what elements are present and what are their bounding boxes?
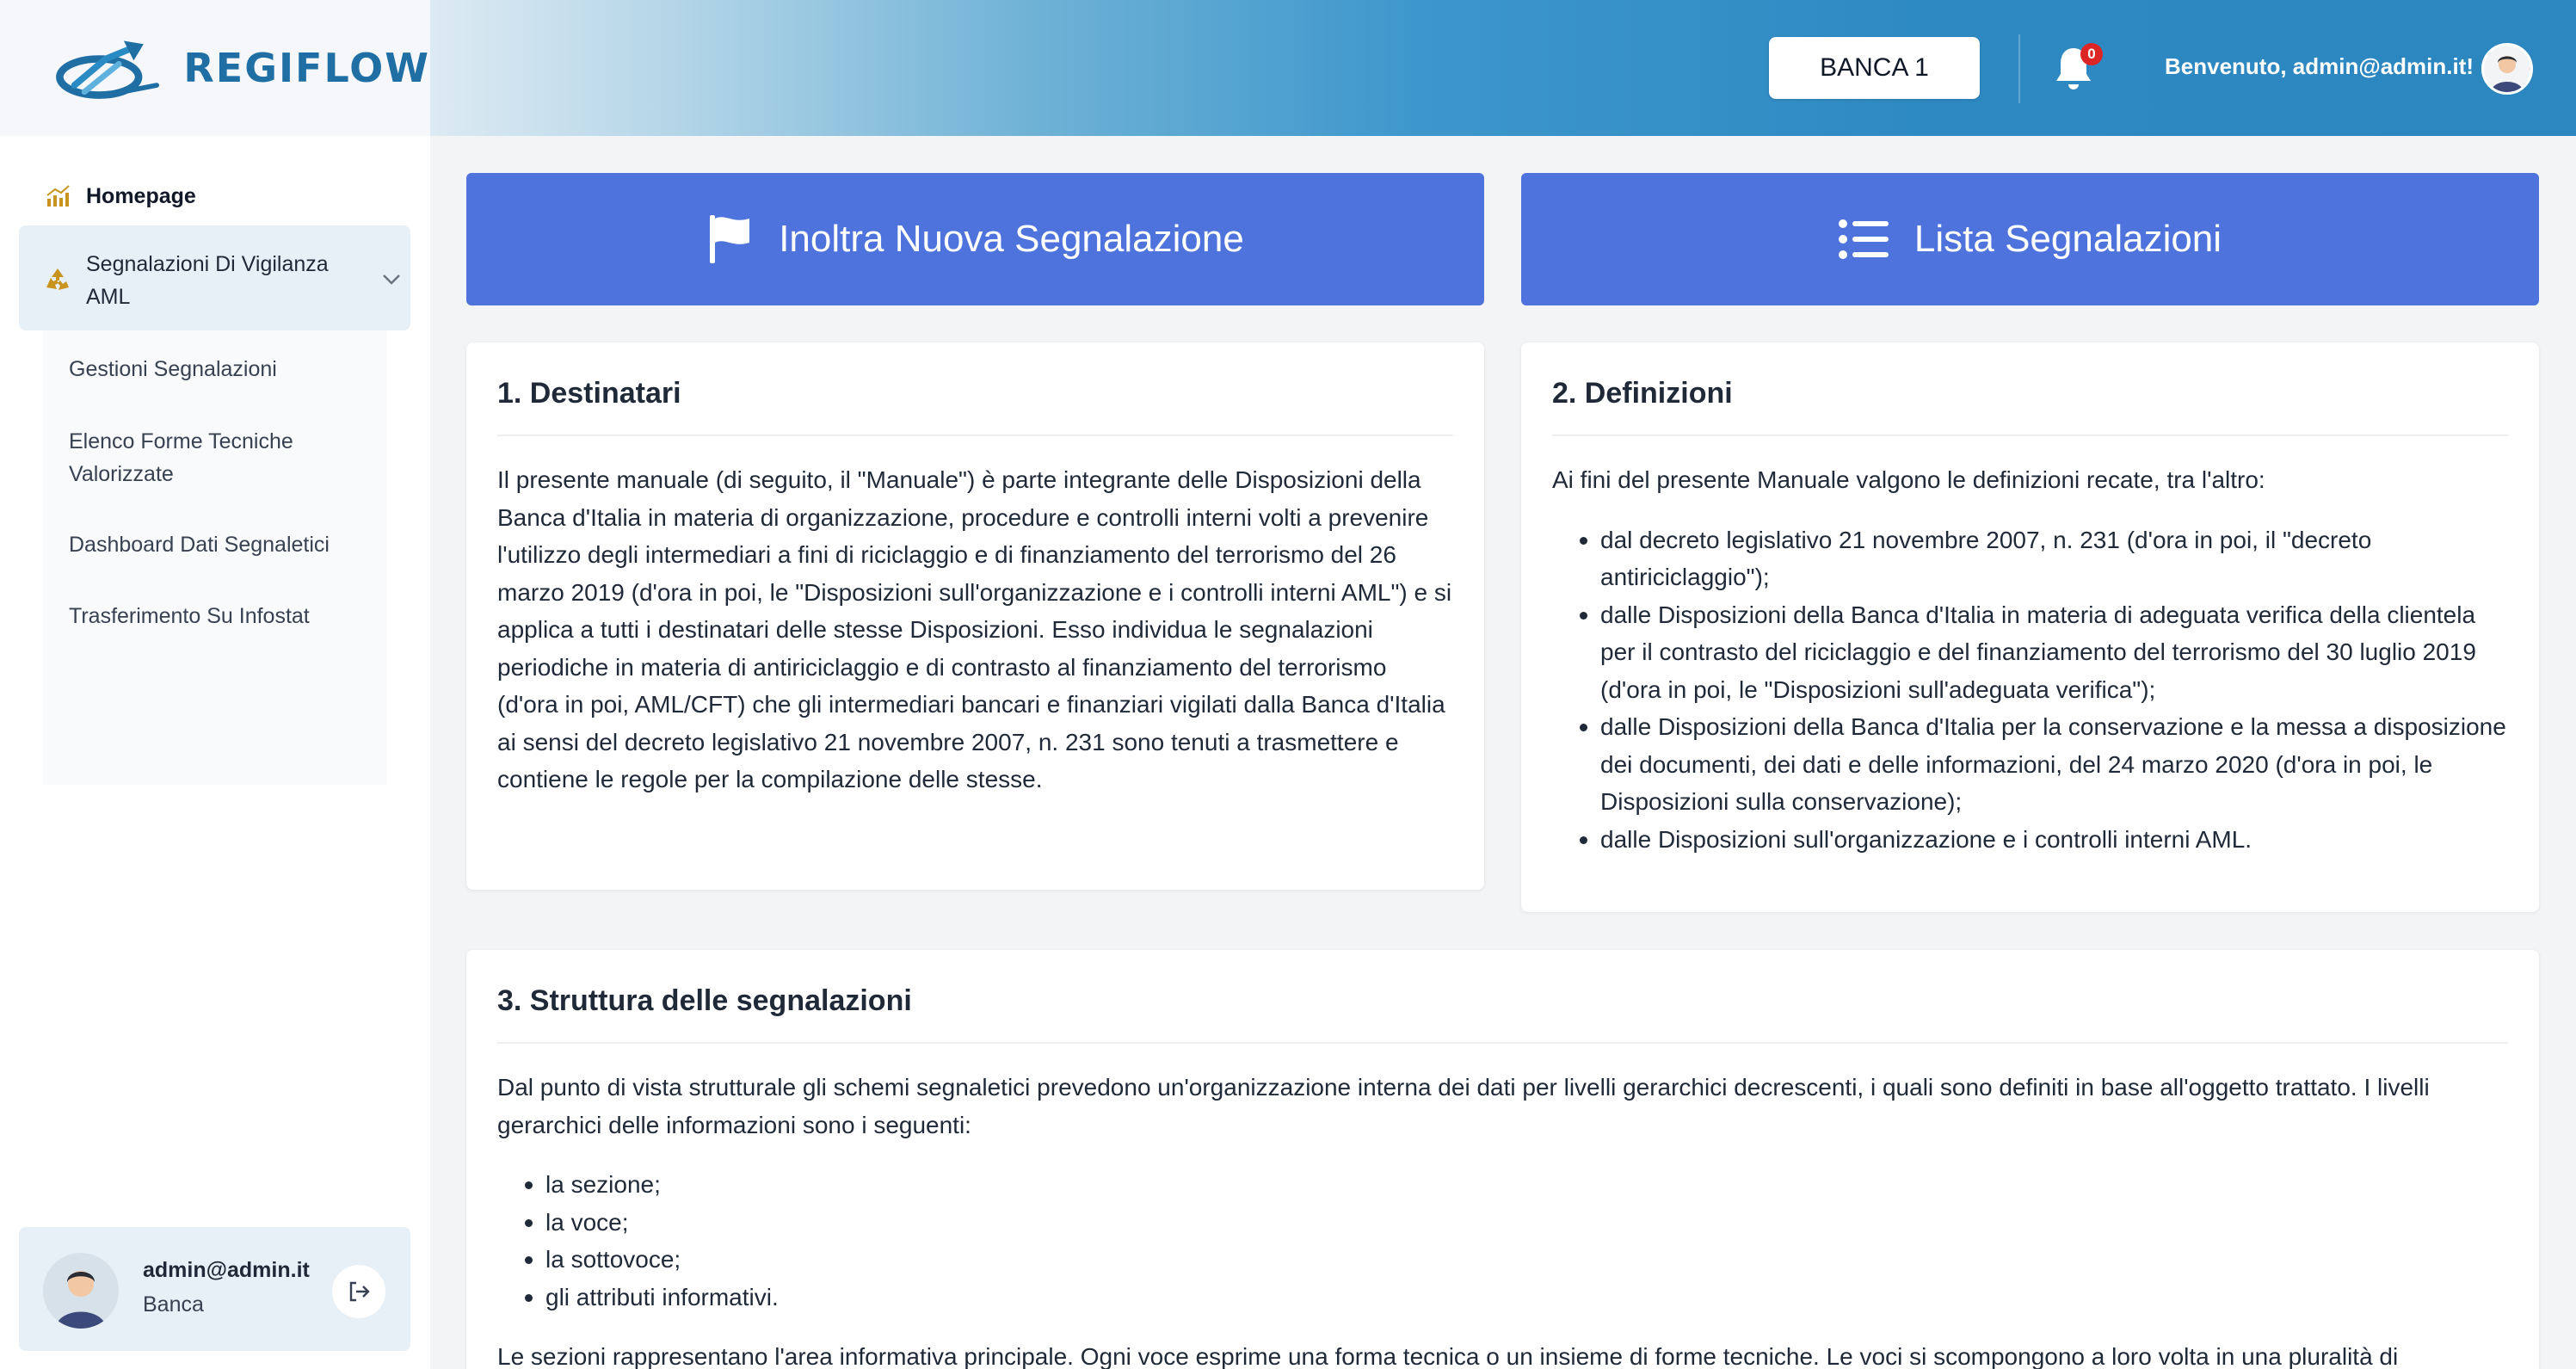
sidebar-submenu <box>43 330 387 785</box>
header-divider <box>2018 34 2020 103</box>
regiflow-logo-icon <box>48 29 171 107</box>
logo[interactable] <box>0 0 430 136</box>
report-list-label: Lista Segnalazioni <box>1914 218 2222 260</box>
sidebar-item-trasferimento-infostat[interactable]: Trasferimento Su Infostat <box>69 604 310 628</box>
user-email: admin@admin.it <box>143 1258 310 1282</box>
card-title: 1. Destinatari <box>497 377 681 410</box>
recycle-icon <box>43 265 72 294</box>
sidebar-item-label: Homepage <box>86 183 196 208</box>
top-bar <box>0 0 2576 136</box>
avatar-icon[interactable] <box>2481 43 2533 95</box>
chevron-down-icon[interactable] <box>379 268 404 289</box>
card-body <box>1552 461 2508 858</box>
sidebar-item-gestioni-segnalazioni[interactable]: Gestioni Segnalazioni <box>69 357 277 381</box>
card-paragraph: Il presente manuale (di seguito, il "Manuale") è parte integrante delle Disposizioni della Banca d'Italia in materia di organizzazione, procedure e controlli interni volti a prevenire l'utilizzo degli intermediari a fini di riciclaggio e di finanziamento del terrorismo del 26 marzo 2019 (d'ora in poi, le "Disposizioni sull'organizzazione e i controlli interni AML") e si applica a tutti i destinatari delle stesse Disposizioni. Esso individua le segnalazioni periodiche in materia di antiriciclaggio e di contrasto al finanziamento del terrorismo (d'ora in poi, AML/CFT) che gli intermediari bancari e finanziari vigilati dalla Banca d'Italia ai sensi del decreto legislativo 21 novembre 2007, n. 231 sono tenuti a trasmettere e contiene le regole per la compilazione delle stesse. <box>497 466 1452 792</box>
card-destinatari <box>466 342 1484 890</box>
flag-icon <box>706 213 753 265</box>
list-item: dal decreto legislativo 21 novembre 2007, n. 231 (d'ora in poi, il "decreto antiriciclaggio"); <box>1552 521 2508 596</box>
user-role: Banca <box>143 1292 204 1317</box>
card-body <box>497 1069 2508 1369</box>
list-item: gli attributi informativi. <box>497 1279 2508 1317</box>
card-divider <box>497 435 1453 436</box>
card-divider <box>1552 435 2508 436</box>
list-item: la sottovoce; <box>497 1241 2508 1279</box>
sidebar-group-aml[interactable] <box>19 225 410 330</box>
card-struttura <box>466 950 2539 1369</box>
levels-list <box>497 1166 2508 1316</box>
definitions-list <box>1552 521 2508 859</box>
sidebar-item-homepage[interactable] <box>45 177 196 215</box>
card-paragraph: Dal punto di vista strutturale gli schemi segnaletici prevedono un'organizzazione interna dei dati per livelli gerarchici decrescenti, i quali sono definiti in base all'oggetto trattato. I livelli gerarchici delle informazioni sono i seguenti: <box>497 1074 2430 1138</box>
new-report-button[interactable] <box>466 173 1484 305</box>
card-title: 2. Definizioni <box>1552 377 1733 410</box>
logout-icon <box>346 1279 372 1304</box>
list-item: la sezione; <box>497 1166 2508 1204</box>
logout-button[interactable] <box>332 1265 385 1318</box>
card-paragraph: Le sezioni rappresentano l'area informativa principale. Ogni voce esprime una forma tecnica o un insieme di forme tecniche. Le voci si scompongono a loro volta in una pluralità di <box>497 1343 2399 1369</box>
list-item: dalle Disposizioni sull'organizzazione e i controlli interni AML. <box>1552 821 2508 859</box>
new-report-label: Inoltra Nuova Segnalazione <box>779 218 1244 260</box>
logo-text: REGIFLOW <box>183 45 430 91</box>
sidebar-item-elenco-forme-tecniche[interactable]: Elenco Forme Tecniche Valorizzate <box>69 429 293 486</box>
welcome-text: Benvenuto, admin@admin.it! <box>2165 53 2474 79</box>
card-body <box>497 461 1453 799</box>
card-divider <box>497 1042 2508 1044</box>
sidebar-group-label: Segnalazioni Di Vigilanza AML <box>86 252 329 309</box>
user-card <box>19 1227 410 1351</box>
card-title: 3. Struttura delle segnalazioni <box>497 984 912 1017</box>
bank-selector-button[interactable]: BANCA 1 <box>1769 37 1980 99</box>
list-item: la voce; <box>497 1204 2508 1242</box>
chart-icon <box>45 183 71 209</box>
list-icon <box>1839 219 1889 260</box>
list-item: dalle Disposizioni della Banca d'Italia in materia di adeguata verifica della clientela per il contrasto del riciclaggio e del finanziamento del terrorismo del 30 luglio 2019 (d'ora in poi, le "Disposizioni sull'adeguata verifica"); <box>1552 596 2508 709</box>
sidebar <box>0 136 430 1369</box>
card-paragraph: Ai fini del presente Manuale valgono le definizioni recate, tra l'altro: <box>1552 466 2265 493</box>
report-list-button[interactable] <box>1521 173 2539 305</box>
list-item: dalle Disposizioni della Banca d'Italia per la conservazione e la messa a disposizione dei documenti, dei dati e delle informazioni, del 24 marzo 2020 (d'ora in poi, le Disposizioni sulla conservazione); <box>1552 708 2508 821</box>
card-definizioni <box>1521 342 2539 912</box>
avatar-icon <box>43 1253 119 1329</box>
notification-badge: 0 <box>2080 43 2103 65</box>
sidebar-item-dashboard-dati[interactable]: Dashboard Dati Segnaletici <box>69 533 330 557</box>
